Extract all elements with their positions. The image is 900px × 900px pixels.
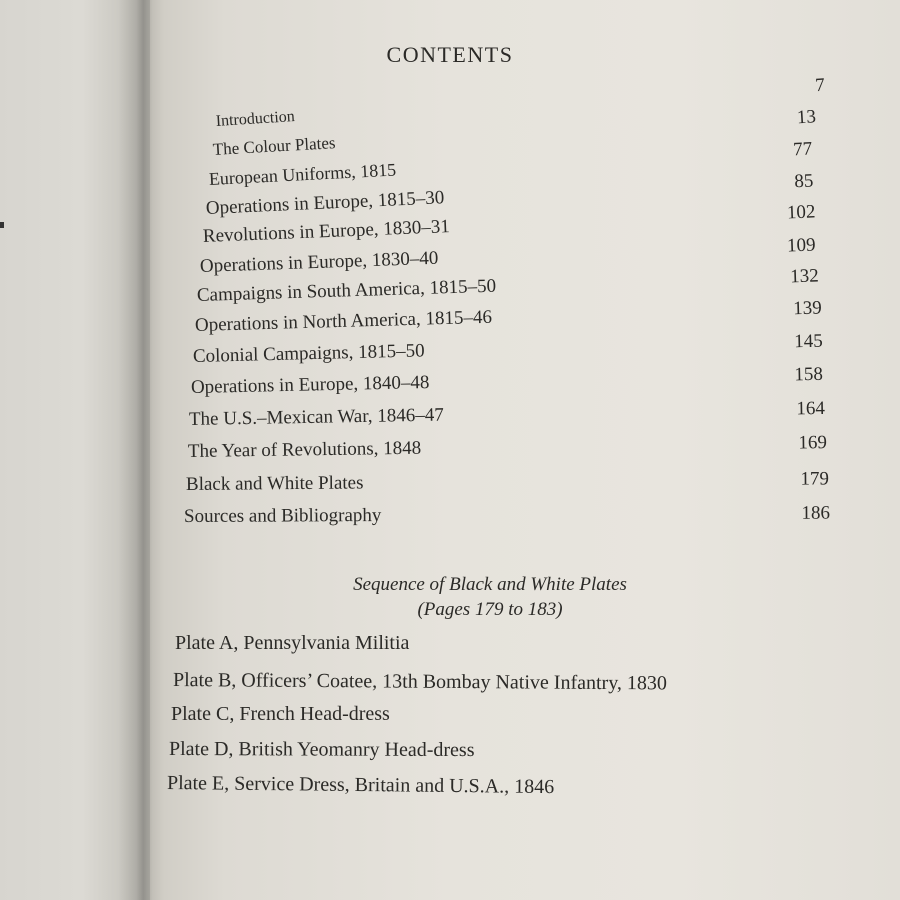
toc-entry-title: The Year of Revolutions, 1848 — [187, 437, 422, 462]
toc-entry-title: Campaigns in South America, 1815–50 — [196, 275, 497, 306]
toc-entry-page: 77 — [792, 138, 813, 161]
sequence-heading: Sequence of Black and White Plates — [353, 574, 627, 595]
plate-entry: Plate B, Officers’ Coatee, 13th Bombay Native Infantry, 1830 — [172, 669, 668, 695]
toc-entry-page: 139 — [792, 297, 823, 320]
sequence-pages: (Pages 179 to 183) — [417, 599, 563, 620]
toc-entry-page: 13 — [796, 106, 817, 129]
toc-entry-title: Sources and Bibliography — [183, 504, 382, 527]
toc-entry-page: 85 — [793, 170, 814, 193]
toc-entry-title: Operations in Europe, 1840–48 — [190, 372, 430, 398]
toc-entry — [189, 398, 825, 433]
toc-entry-title: Operations in Europe, 1830–40 — [199, 247, 439, 277]
toc-entry-title: The U.S.–Mexican War, 1846–47 — [188, 404, 444, 430]
toc-entry-title: Operations in North America, 1815–46 — [194, 306, 493, 336]
toc-entry-title: Colonial Campaigns, 1815–50 — [192, 340, 425, 367]
toc-entry-title: The Colour Plates — [212, 133, 336, 159]
toc-entry — [193, 331, 823, 370]
toc-entry-page: 164 — [796, 397, 826, 420]
toc-entry-page: 179 — [800, 468, 830, 490]
toc-entry — [184, 503, 830, 530]
toc-entry-page: 109 — [786, 234, 816, 257]
plate-entry: Plate D, British Yeomanry Head-dress — [168, 738, 475, 762]
toc-entry — [191, 364, 823, 401]
toc-entry-title: Introduction — [215, 108, 296, 130]
contents-heading: CONTENTS — [386, 42, 514, 67]
toc-entry-page: 7 — [814, 74, 826, 97]
toc-entry-page: 169 — [798, 432, 828, 454]
toc-entry-title: Black and White Plates — [185, 472, 364, 495]
plate-entry: Plate C, French Head-dress — [171, 703, 390, 725]
plate-entry: Plate E, Service Dress, Britain and U.S.A., 1846 — [166, 772, 555, 799]
plate-entry: Plate A, Pennsylvania Militia — [175, 632, 410, 654]
toc-entry — [188, 432, 827, 465]
toc-entry — [186, 468, 829, 498]
toc-entry-title: Revolutions in Europe, 1830–31 — [202, 216, 451, 247]
toc-entry-title: European Uniforms, 1815 — [208, 159, 397, 189]
toc-entry-page: 186 — [801, 502, 831, 524]
toc-entry-page: 145 — [794, 330, 824, 353]
toc-entry-page: 158 — [794, 363, 824, 386]
toc-entry-page: 132 — [789, 265, 819, 288]
toc-entry-page: 102 — [786, 201, 816, 224]
toc-entry-title: Operations in Europe, 1815–30 — [205, 187, 445, 219]
